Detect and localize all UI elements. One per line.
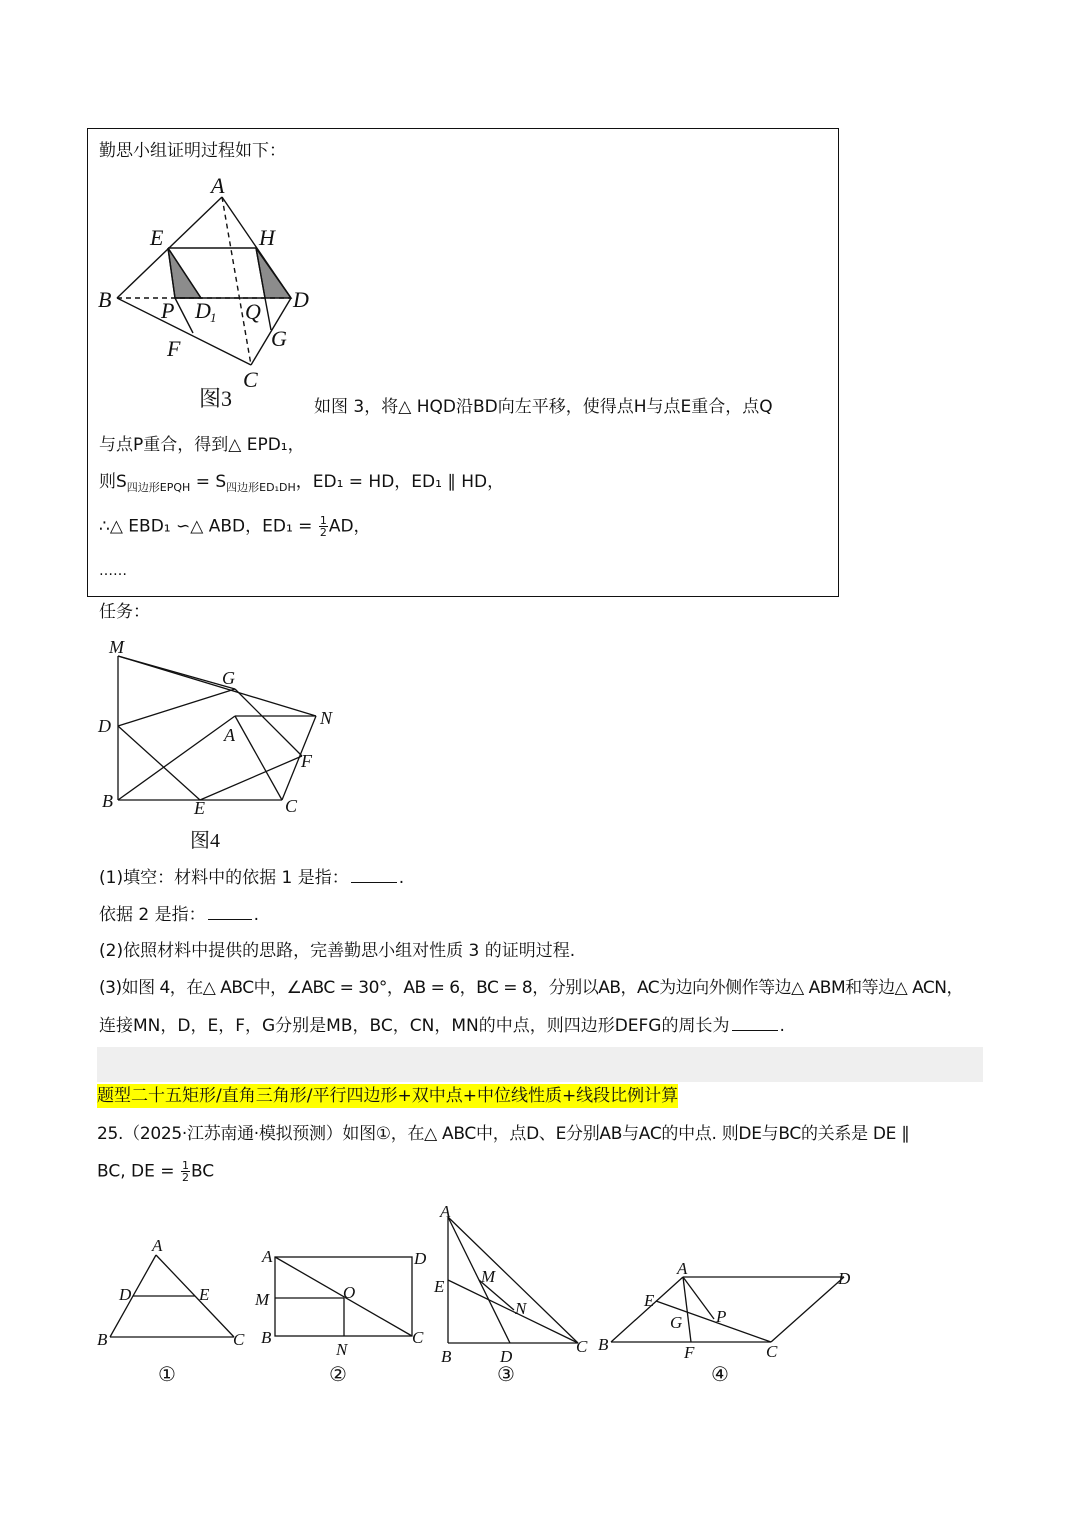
- fig25-3-label-c: C: [576, 1337, 588, 1356]
- proof-line-4-a: ∴△ EBD₁ ∽△ ABD，ED₁ =: [99, 516, 318, 537]
- fig3-label-e: E: [150, 225, 164, 250]
- fig25-4-label-b: B: [598, 1335, 609, 1354]
- fig3-label-g: G: [271, 326, 287, 351]
- fig3-label-d1: D: [195, 298, 211, 323]
- problem-25-frac-den: 2: [181, 1171, 189, 1184]
- question-1b-text: 依据 2 是指：: [99, 905, 206, 925]
- fig25-1-label-d: D: [119, 1285, 132, 1304]
- fig25-4-label-c: C: [766, 1342, 778, 1361]
- fig25-2-label-m: M: [255, 1290, 270, 1309]
- fig3-label-c: C: [243, 367, 258, 392]
- fig4-label-f: F: [301, 751, 312, 771]
- fig25-caption-4: ④: [711, 1364, 729, 1386]
- fig4-label-e: E: [194, 798, 205, 818]
- proof-heading: 勤思小组证明过程如下：: [99, 141, 286, 161]
- fig25-4-label-a: A: [677, 1259, 688, 1278]
- fig25-1-label-c: C: [233, 1330, 245, 1349]
- fig25-1-label-e: E: [199, 1285, 210, 1304]
- section-title: [97, 1085, 678, 1107]
- fig25-4-label-f: F: [684, 1343, 695, 1362]
- answer-blank-3[interactable]: [732, 1014, 778, 1031]
- fig25-2-label-n: N: [336, 1340, 348, 1359]
- question-2: (2)依照材料中提供的思路，完善勤思小组对性质 3 的证明过程.: [99, 941, 576, 961]
- question-1a: [99, 866, 404, 889]
- question-3b-end: .: [779, 1016, 785, 1036]
- problem-25-line-2-b: BC: [190, 1161, 215, 1182]
- fig4-caption: 图4: [190, 830, 220, 852]
- fig25-2-label-o: O: [343, 1283, 356, 1302]
- fig3-label-h: H: [259, 225, 275, 250]
- question-1a-text: (1)填空：材料中的依据 1 是指：: [99, 868, 349, 888]
- question-3a: (3)如图 4，在△ ABC中，∠ABC = 30°，AB = 6，BC = 8，分别以AB，AC为边向外侧作等边△ ABM和等边△ ACN，: [99, 978, 964, 998]
- answer-blank-1[interactable]: [351, 866, 397, 883]
- fig4-label-m: M: [109, 637, 124, 657]
- proof-line-3-sub2: 四边形ED₁DH: [226, 481, 296, 494]
- fig3-label-d: D: [293, 287, 309, 312]
- proof-line-4: [99, 515, 371, 538]
- proof-line-4-b: AD，: [328, 516, 371, 537]
- fig25-4-label-p: P: [716, 1307, 727, 1326]
- problem-25-line-1: 25.（2025·江苏南通·模拟预测）如图①，在△ ABC中，点D、E分别AB与AC的中点. 则DE与BC的关系是 DE ∥: [97, 1124, 910, 1144]
- section-title-text: 题型二十五矩形/直角三角形/平行四边形+双中点+中位线性质+线段比例计算: [97, 1086, 679, 1106]
- section-separator: [97, 1047, 983, 1082]
- proof-line-3-b: = S: [190, 472, 227, 492]
- task-label: 任务：: [99, 602, 150, 622]
- fig25-4-label-d: D: [838, 1269, 851, 1288]
- fig25-3-label-m: M: [481, 1267, 496, 1286]
- fig25-2-label-a: A: [262, 1247, 273, 1266]
- fig25-4-label-e: E: [644, 1291, 655, 1310]
- proof-frac-num: 1: [319, 514, 327, 527]
- fig25-caption-2: ②: [329, 1364, 347, 1386]
- fig25-2-label-c: C: [412, 1328, 424, 1347]
- fig25-1-label-b: B: [97, 1330, 108, 1349]
- fig25-caption-1: ①: [158, 1364, 176, 1386]
- figures-25: [90, 1195, 890, 1370]
- problem-25-line-2: [97, 1160, 214, 1183]
- question-1a-end: .: [398, 868, 405, 888]
- fig25-2-label-d: D: [414, 1249, 427, 1268]
- fig3-label-p: P: [161, 298, 175, 323]
- fig25-3-label-b: B: [441, 1347, 452, 1366]
- question-1b: [99, 903, 259, 926]
- fig25-3-label-n: N: [515, 1299, 527, 1318]
- figure-4: [95, 634, 345, 824]
- fig3-label-d1-sub: 1: [210, 310, 217, 325]
- problem-25-frac-num: 1: [181, 1159, 189, 1172]
- fig25-3-lines: [448, 1217, 578, 1343]
- fig4-label-a: A: [224, 725, 235, 745]
- proof-line-3: [99, 471, 504, 499]
- problem-25-line-2-a: BC, DE =: [97, 1161, 180, 1182]
- fig4-label-g: G: [222, 668, 235, 688]
- proof-line-3-c: ，ED₁ = HD，ED₁ ∥ HD，: [295, 472, 505, 492]
- fig25-3-label-a: A: [440, 1202, 451, 1221]
- fig3-caption: 图3: [199, 386, 233, 411]
- proof-line-3-sub1: 四边形EPQH: [126, 481, 191, 494]
- question-3b-text: 连接MN，D，E，F，G分别是MB，BC，CN，MN的中点，则四边形DEFG的周长为: [99, 1016, 730, 1036]
- proof-line-2: 与点P重合，得到△ EPD₁，: [99, 435, 305, 455]
- fig4-label-n: N: [320, 708, 333, 728]
- fig3-label-a: A: [211, 175, 225, 198]
- figure-3: [95, 175, 335, 415]
- fig4-label-d: D: [98, 716, 111, 736]
- fig25-2-label-b: B: [261, 1328, 272, 1347]
- proof-line-3-a: 则S: [99, 472, 127, 492]
- proof-ellipsis: ……: [99, 563, 127, 579]
- fig3-label-q: Q: [245, 299, 261, 324]
- proof-fraction: [319, 515, 328, 538]
- proof-frac-den: 2: [319, 526, 327, 539]
- fig3-label-b: B: [98, 287, 112, 312]
- fig25-3-label-e: E: [434, 1277, 445, 1296]
- question-3b: [99, 1014, 785, 1037]
- fig25-caption-3: ③: [497, 1364, 515, 1386]
- question-1b-end: .: [253, 905, 260, 925]
- proof-line-1: 如图 3，将△ HQD沿BD向左平移，使得点H与点E重合，点Q: [314, 397, 773, 417]
- fig25-3-label-d: D: [500, 1347, 513, 1366]
- answer-blank-2[interactable]: [208, 903, 252, 920]
- fig3-label-f: F: [167, 336, 181, 361]
- fig4-label-b: B: [102, 791, 113, 811]
- fig25-1-label-a: A: [152, 1236, 163, 1255]
- problem-25-fraction: [181, 1160, 190, 1183]
- fig4-label-c: C: [285, 796, 298, 816]
- fig25-4-label-g: G: [670, 1313, 683, 1332]
